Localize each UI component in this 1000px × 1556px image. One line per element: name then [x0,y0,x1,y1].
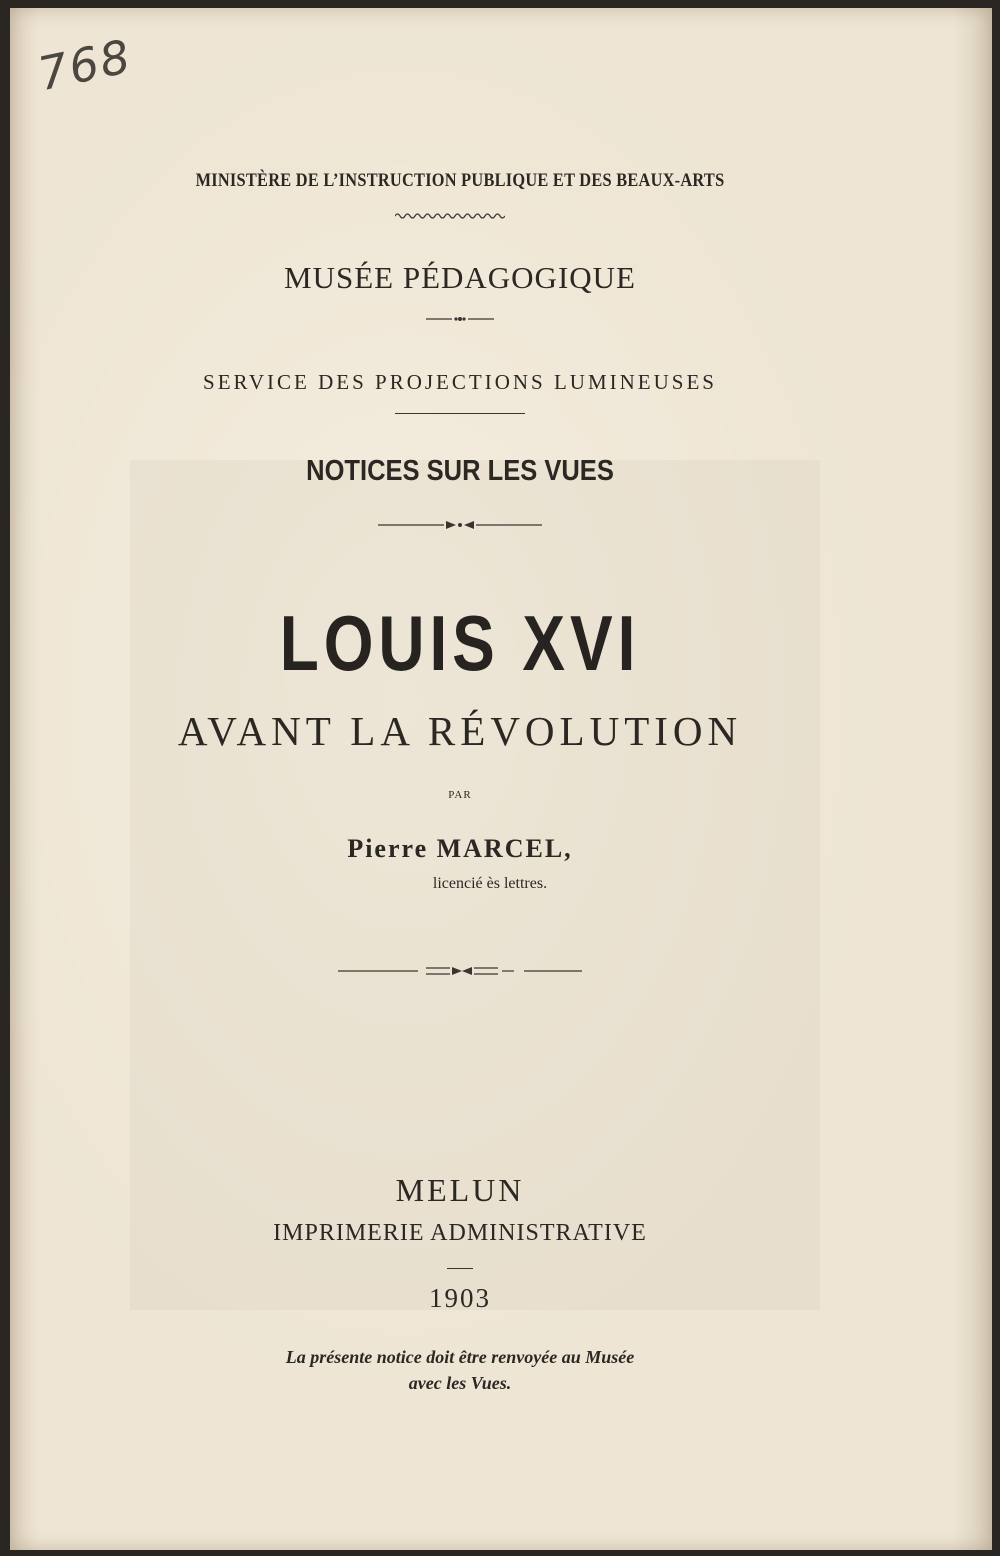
horizontal-rule [395,413,525,414]
subtitle: AVANT LA RÉVOLUTION [177,708,743,754]
ornament-divider [378,519,542,531]
imprint-year: 1903 [429,1283,491,1313]
ornament-divider-2 [338,964,582,978]
notices-heading: NOTICES SUR LES VUES [306,455,614,487]
handwritten-number: 768 [33,28,137,102]
return-note-line2: avec les Vues. [408,1373,512,1393]
author-degree: licencié ès lettres. [432,875,548,892]
imprint-printer: IMPRIMERIE ADMINISTRATIVE [273,1220,647,1246]
service-heading: SERVICE DES PROJECTIONS LUMINEUSES [203,370,717,394]
dot-divider [426,314,494,324]
imprint-city: MELUN [395,1172,525,1208]
museum-heading: MUSÉE PÉDAGOGIQUE [284,260,636,295]
par-label: PAR [448,789,472,801]
wavy-divider [395,212,505,220]
author-name: Pierre MARCEL, [347,834,573,863]
short-rule [447,1268,473,1269]
return-note-line1: La présente notice doit être renvoyée au Musée [285,1347,635,1367]
ministry-heading: MINISTÈRE DE L’INSTRUCTION PUBLIQUE ET DES BEAUX-ARTS [195,170,725,191]
main-title: LOUIS XVI [279,599,641,687]
